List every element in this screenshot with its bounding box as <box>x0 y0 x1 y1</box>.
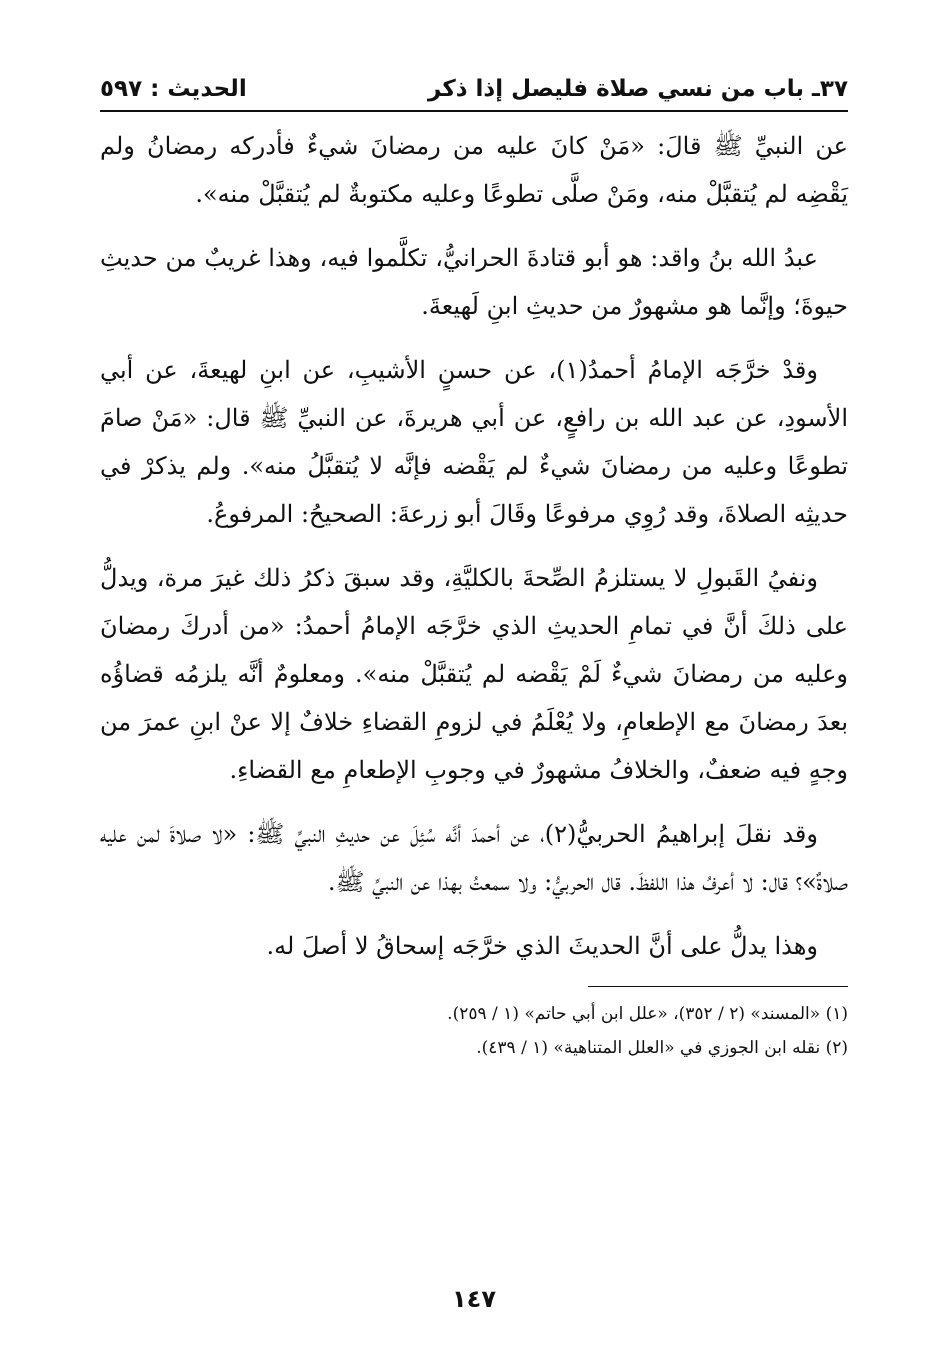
paragraph-6: وهذا يدلُّ على أنَّ الحديثَ الذي خرَّجَه إسحاقُ لا أصلَ له. <box>266 932 818 960</box>
footnote-divider <box>588 986 848 987</box>
chapter-title: ٣٧ـ باب من نسي صلاة فليصل إذا ذكر <box>428 76 848 102</box>
footnote-1: (١) «المسند» (٢ / ٣٥٢)، «علل ابن أبي حاتم» (١ / ٢٥٩). <box>447 1004 848 1024</box>
footnote-2: (٢) نقله ابن الجوزي في «العلل المتناهية» (١ / ٤٣٩). <box>476 1038 848 1058</box>
paragraph-1: عن النبيِّ ﷺ قالَ: «مَنْ كانَ عليه من رمضانَ شيءٌ فأدركه رمضانُ ولم يَقْضِه لم يُتقبَّلْ منه، ومَنْ صلَّى تطوعًا وعليه مكتوبةٌ لم يُتقبَّلْ منه». <box>100 132 848 208</box>
paragraph-4: ونفيُ القَبولِ لا يستلزمُ الصِّحةَ بالكليَّةِ، وقد سبقَ ذكرُ ذلك غيرَ مرة، ويدلُّ على ذلكَ أنَّ في تمامِ الحديثِ الذي خرَّجَه الإمامُ أحمدُ: «من أدركَ رمضانَ وعليه من رمضانَ شيءٌ لَمْ يَقْضه لم يُتقبَّلْ منه». ومعلومٌ أنَّه يلزمُه قضاؤُه بعدَ رمضانَ مع الإطعامِ، ولا يُعْلَمُ في لزومِ القضاءِ خلافٌ إلا عنْ ابنِ عمرَ من وجهٍ فيه ضعفٌ، والخلافُ مشهورٌ في وجوبِ الإطعامِ مع القضاءِ. <box>100 564 848 784</box>
page-header <box>100 70 848 112</box>
paragraph-5: وقد نقلَ إبراهيمُ الحربيُّ(٢)، عن أحمدَ أنَّه سُئِلَ عن حديثِ النبيِّ ﷺ: «لا صلاةَ لمن عليه صلاةٌ»؟ قال: لا أعرفُ هذا اللفظَ. قال الحربيُّ: ولا سمعتُ بهذا عن النبيِّ ﷺ. <box>100 820 848 896</box>
paragraph-2: عبدُ الله بنُ واقد: هو أبو قتادةَ الحرانيُّ، تكلَّموا فيه، وهذا غريبٌ من حديثِ حيوةَ؛ وإنَّما هو مشهورٌ من حديثِ ابنِ لَهيعةَ. <box>100 244 848 320</box>
footnotes <box>100 997 848 1065</box>
book-page <box>100 70 848 1340</box>
hadith-number: الحديث : ٥٩٧ <box>100 76 247 102</box>
main-text <box>100 122 848 970</box>
paragraph-3: وقدْ خرَّجَه الإمامُ أحمدُ(١)، عن حسنٍ الأشيبِ، عن ابنِ لهيعةَ، عن أبي الأسودِ، عن عبد الله بن رافعٍ، عن أبي هريرةَ، عن النبيِّ ﷺ قال: «مَنْ صامَ تطوعًا وعليه من رمضانَ شيءٌ لم يَقْضه فإنَّه لا يُتقبَّلُ منه». ولم يذكرْ في حديثِه الصلاةَ، وقد رُوِي مرفوعًا وقَالَ أبو زرعةَ: الصحيحُ: المرفوعُ. <box>100 356 848 528</box>
page-number: ١٤٧ <box>452 1285 496 1313</box>
